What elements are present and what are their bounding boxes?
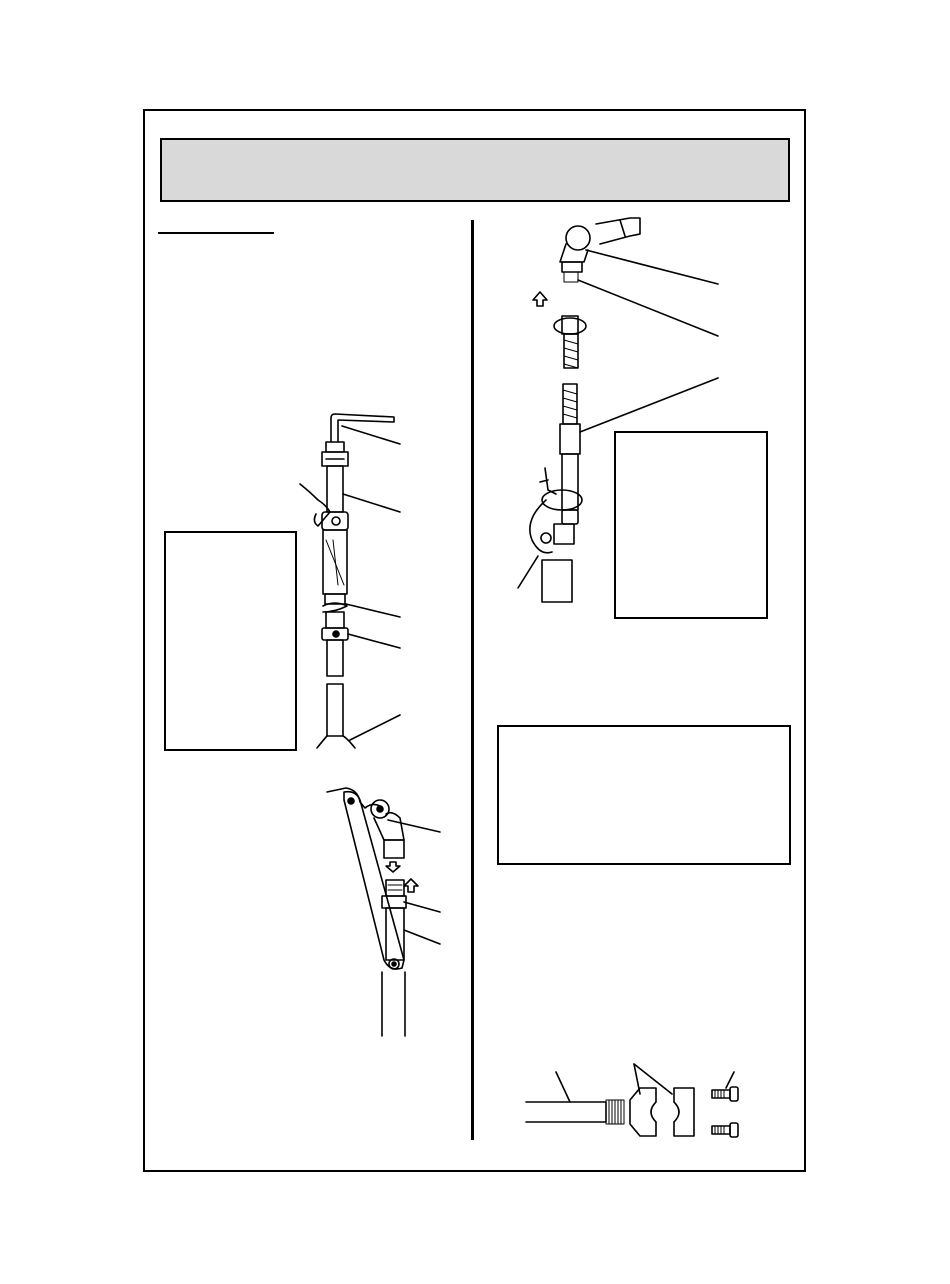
leader-line (348, 634, 400, 648)
base-flange (317, 736, 355, 748)
assembly-figure-1 (300, 414, 400, 748)
arrow-up-icon (404, 879, 418, 892)
leader-line (518, 556, 538, 588)
upper-pipe (327, 466, 343, 512)
leader-line (580, 378, 718, 432)
lower-pipe (327, 640, 343, 676)
hand-icon (300, 484, 330, 526)
screw-icon (712, 1123, 738, 1137)
arrow-up-icon (533, 292, 547, 306)
leader-line (350, 715, 400, 740)
riser-pipe-icon (327, 684, 343, 736)
leader-line (556, 1072, 570, 1102)
leader-line (586, 250, 718, 284)
threaded-nipple (386, 880, 404, 896)
leader-line (343, 494, 400, 512)
clamp-halves-icon (630, 1088, 694, 1136)
hex-key-icon (331, 414, 394, 442)
swivel-elbow-icon (371, 800, 404, 858)
leader-line (404, 902, 440, 912)
flexible-hose-icon (563, 334, 578, 424)
swivel-nut (554, 318, 586, 334)
hex-nut (382, 896, 406, 908)
assembly-figure-3 (518, 218, 718, 602)
collar (322, 512, 348, 530)
leader-line (578, 280, 718, 336)
assembly-figure-4 (526, 1064, 738, 1137)
riser-pipe-icon (526, 1100, 624, 1124)
leader-line (404, 930, 440, 944)
spray-valve-icon (530, 454, 582, 602)
fitting-nut (326, 442, 344, 452)
arrow-down-icon (386, 862, 400, 872)
spring-arm-icon (327, 788, 404, 969)
riser-pipe-icon (382, 972, 405, 1036)
leader-line (342, 426, 400, 444)
swivel-elbow-icon (560, 218, 640, 282)
hose-fitting (560, 424, 580, 454)
leader-line (726, 1072, 734, 1088)
leader-line (388, 820, 440, 832)
screw-icon (712, 1087, 738, 1101)
assembly-figure-2 (327, 788, 440, 1036)
leader-line (346, 604, 400, 617)
